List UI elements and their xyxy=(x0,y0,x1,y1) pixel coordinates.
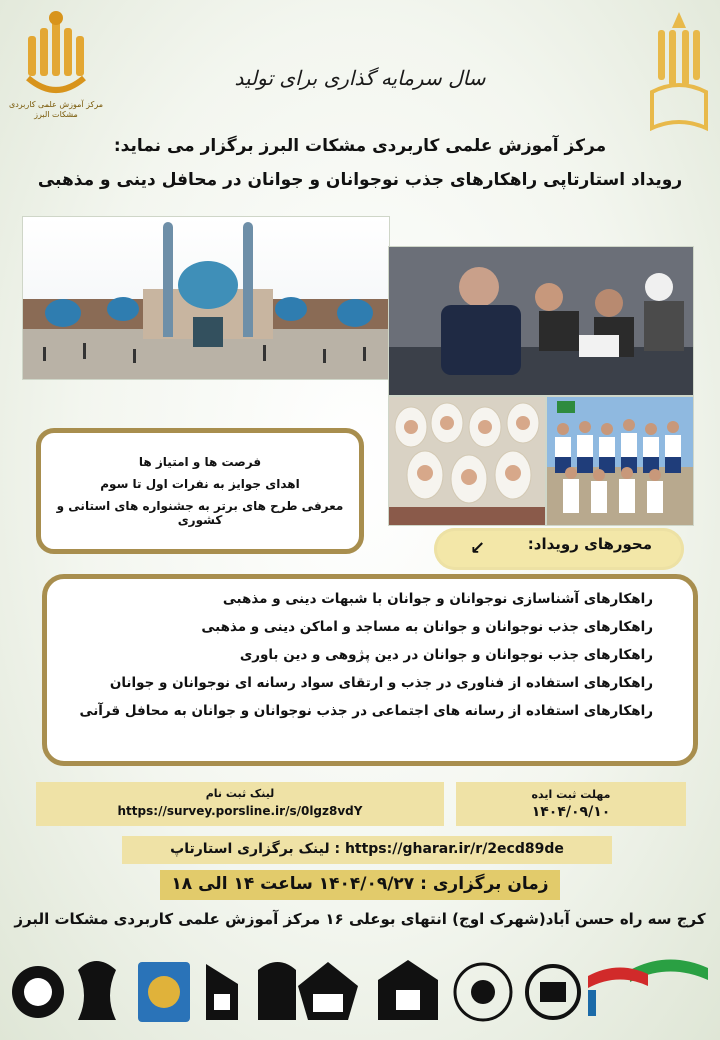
deadline-label: مهلت ثبت ایده xyxy=(531,788,611,801)
axes-list xyxy=(42,574,698,766)
startup-link[interactable]: https://gharar.ir/r/2ecd89de : لینک برگزاری استارتاپ xyxy=(170,841,564,857)
axes-title: محورهای رویداد: xyxy=(527,535,652,553)
registration-url[interactable]: https://survey.porsline.ir/s/0lgz8vdY xyxy=(117,804,363,818)
deadline-date: ۱۴۰۴/۰۹/۱۰ xyxy=(531,804,611,820)
event-title: رویداد استارتاپی راهکارهای جذب نوجوانان و جوانان در محافل دینی و مذهبی xyxy=(37,170,683,190)
boys-photo xyxy=(546,396,694,526)
address: کرج سه راه حسن آباد(شهرک اوج) انتهای بوعلی ۱۶ مرکز آموزش علمی کاربردی مشکات البرز xyxy=(14,910,706,928)
registration-box xyxy=(36,782,444,826)
list-item: راهکارهای استفاده از رسانه های اجتماعی در جذب نوجوانان و جوانان به محافل قرآنی xyxy=(79,703,653,719)
girls-photo xyxy=(388,396,546,526)
list-item: راهکارهای استفاده از فناوری در جذب و ارتقای سواد رسانه ای نوجوانان و جوانان xyxy=(109,675,653,691)
arrow-icon: ↙ xyxy=(470,538,486,559)
sponsor-logos xyxy=(8,940,712,1034)
deadline-box xyxy=(456,782,686,826)
time-box xyxy=(160,870,560,900)
benefit-item: اهدای جوایز به نفرات اول تا سوم xyxy=(100,477,300,491)
year-slogan: سال سرمایه گذاری برای تولید xyxy=(234,66,486,90)
benefits-box xyxy=(36,428,364,554)
event-time: زمان برگزاری : ۱۴۰۴/۰۹/۲۷ ساعت ۱۴ الی ۱۸ xyxy=(171,874,549,894)
list-item: راهکارهای جذب نوجوانان و جوانان به مساجد و اماکن دینی و مذهبی xyxy=(201,619,653,635)
list-item: راهکارهای جذب نوجوانان و جوانان در دین پژوهی و دین باوری xyxy=(239,647,653,663)
basij-logo-icon xyxy=(588,959,708,1016)
list-item: راهکارهای آشناسازی نوجوانان و جوانان با شبهات دینی و مذهبی xyxy=(222,591,653,607)
mosque-photo xyxy=(22,216,390,380)
page-title: مرکز آموزش علمی کاربردی مشکات البرز برگزار می نماید: xyxy=(113,136,607,156)
ceremony-photo xyxy=(388,246,694,396)
logo-caption: مرکز آموزش علمی کاربردی مشکات البرز xyxy=(8,100,104,119)
benefits-title: فرصت ها و امتیاز ها xyxy=(138,455,262,469)
registration-label: لینک ثبت نام xyxy=(205,787,275,800)
startup-link-box xyxy=(122,836,612,864)
benefit-item: معرفی طرح های برتر به جشنواره های استانی و کشوری xyxy=(56,499,344,527)
